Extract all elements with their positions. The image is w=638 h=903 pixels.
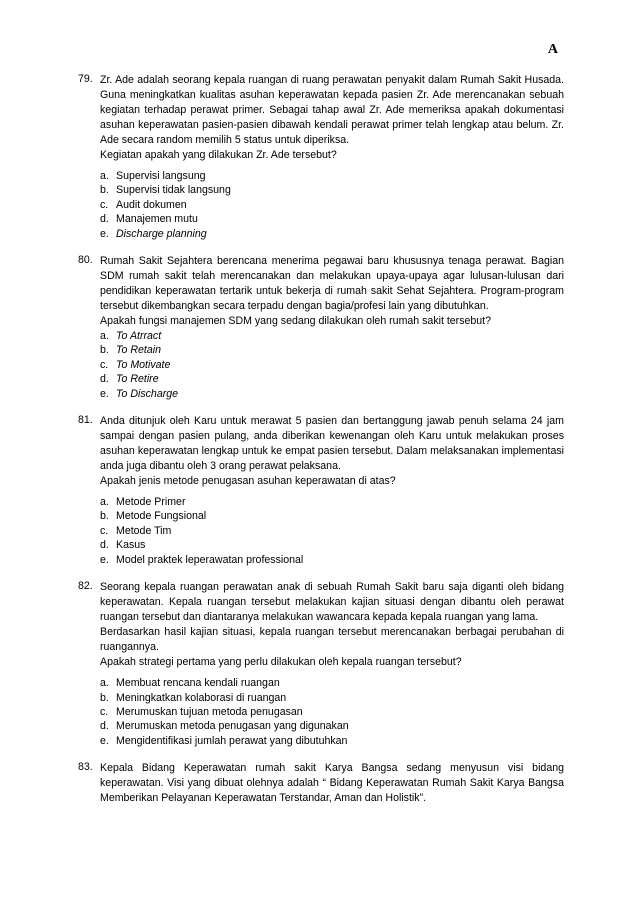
option-letter: d. bbox=[100, 720, 109, 733]
option-letter: b. bbox=[100, 344, 109, 357]
option-b bbox=[100, 343, 564, 357]
option-letter: d. bbox=[100, 213, 109, 226]
option-letter: b. bbox=[100, 184, 109, 197]
question-number: 83. bbox=[78, 761, 93, 774]
option-text: Supervisi langsung bbox=[116, 170, 206, 182]
stem-paragraph: Rumah Sakit Sejahtera berencana menerima pegawai baru khususnya tenaga perawat. Bagian SDM rumah sakit telah merencanakan dan melakukan upaya-upaya agar lulusan-lulusan dari pendidikan keperawatan tertarik untuk bekerja di rumah sakit Sehat Sejahtera. Program-program tersebut dikembangkan secara terpadu dengan bagia/profesi lain yang dibutuhkan. bbox=[100, 255, 564, 313]
question-stem bbox=[100, 580, 564, 655]
option-list bbox=[100, 329, 564, 401]
question-83 bbox=[78, 761, 564, 806]
stem-paragraph: Anda ditunjuk oleh Karu untuk merawat 5 pasien dan bertanggung jawab penuh selama 24 jam sampai dengan pasien pulang, anda diberikan kewenangan oleh Karu untuk melakukan proses asuhan keperawatan lengkap untuk ke empat pasien tersebut. Dalam melaksanakan implementasi anda juga dibantu oleh 3 orang perawat pelaksana. bbox=[100, 415, 564, 473]
option-e bbox=[100, 387, 564, 401]
option-c bbox=[100, 705, 564, 719]
option-text: Kasus bbox=[116, 539, 146, 552]
option-list bbox=[100, 676, 564, 748]
option-text: Model praktek leperawatan professional bbox=[116, 553, 304, 566]
question-prompt: Apakah fungsi manajemen SDM yang sedang dilakukan oleh rumah sakit tersebut? bbox=[100, 315, 492, 328]
option-a bbox=[100, 169, 564, 183]
option-text: To Atrract bbox=[116, 330, 162, 343]
question-prompt: Kegiatan apakah yang dilakukan Zr. Ade tersebut? bbox=[100, 149, 337, 161]
question-stem bbox=[100, 414, 564, 474]
question-stem bbox=[100, 254, 564, 314]
option-letter: e. bbox=[100, 734, 109, 747]
question-number: 82. bbox=[78, 580, 93, 593]
option-letter: c. bbox=[100, 358, 109, 371]
option-text: Metode Tim bbox=[116, 524, 172, 537]
option-text: To Discharge bbox=[116, 387, 179, 400]
option-letter: d. bbox=[100, 373, 109, 386]
question-stem bbox=[100, 761, 564, 806]
stem-paragraph: Berdasarkan hasil kajian situasi, kepala ruangan tersebut merencanakan berbagai perubahan di ruangannya. bbox=[100, 626, 564, 654]
option-letter: a. bbox=[100, 677, 109, 690]
option-letter: a. bbox=[100, 496, 109, 509]
option-text: Discharge planning bbox=[116, 227, 207, 240]
option-letter: a. bbox=[100, 330, 109, 343]
option-e bbox=[100, 227, 564, 241]
stem-paragraph: Zr. Ade adalah seorang kepala ruangan di ruang perawatan penyakit dalam Rumah Sakit Husada. Guna meningkatkan kualitas asuhan keperawatan kepada pasien Zr. Ade merencanakan sebuah kegiatan terhadap perawat primer. Sebagai tahap awal Zr. Ade memeriksa apakah dokumentasi asuhan keperawatan pasien-pasien dibawah kendali perawat primer telah lengkap atau belum. Zr. Ade secara random memilih 5 status untuk diperiksa. bbox=[100, 74, 564, 146]
question-82 bbox=[78, 580, 564, 748]
option-letter: a. bbox=[100, 170, 109, 182]
option-b bbox=[100, 183, 564, 197]
option-letter: e. bbox=[100, 227, 109, 240]
question-number: 80. bbox=[78, 254, 93, 267]
option-text: Mengidentifikasi jumlah perawat yang dibutuhkan bbox=[116, 734, 348, 747]
question-prompt: Apakah strategi pertama yang perlu dilakukan oleh kepala ruangan tersebut? bbox=[100, 656, 462, 669]
option-a bbox=[100, 495, 564, 509]
option-a bbox=[100, 329, 564, 343]
option-letter: d. bbox=[100, 539, 109, 552]
option-text: Supervisi tidak langsung bbox=[116, 184, 231, 197]
option-letter: c. bbox=[100, 198, 109, 211]
option-letter: c. bbox=[100, 524, 109, 537]
option-text: Audit dokumen bbox=[116, 198, 187, 211]
question-number: 79. bbox=[78, 73, 93, 85]
option-text: Metode Primer bbox=[116, 496, 186, 509]
question-list bbox=[78, 73, 564, 819]
option-text: Meningkatkan kolaborasi di ruangan bbox=[116, 691, 287, 704]
option-d bbox=[100, 212, 564, 226]
option-d bbox=[100, 719, 564, 733]
option-c bbox=[100, 358, 564, 372]
option-text: To Motivate bbox=[116, 358, 171, 371]
question-stem bbox=[100, 73, 564, 148]
option-text: To Retain bbox=[116, 344, 161, 357]
option-e bbox=[100, 734, 564, 748]
option-letter: e. bbox=[100, 553, 109, 566]
option-list bbox=[100, 495, 564, 567]
option-c bbox=[100, 198, 564, 212]
option-text: Metode Fungsional bbox=[116, 510, 207, 523]
stem-paragraph: Seorang kepala ruangan perawatan anak di sebuah Rumah Sakit baru saja diganti oleh bidang keperawatan. Kepala ruangan tersebut melakukan kajian situasi dengan dibantu oleh perawat ruangan tersebut dan diantaranya melakukan wawancara kepada kepala ruangan yang lama. bbox=[100, 581, 564, 624]
option-c bbox=[100, 524, 564, 538]
option-d bbox=[100, 372, 564, 386]
option-text: Merumuskan tujuan metoda penugasan bbox=[116, 705, 303, 718]
question-number: 81. bbox=[78, 414, 93, 427]
question-81 bbox=[78, 414, 564, 567]
option-b bbox=[100, 691, 564, 705]
exam-version-label: A bbox=[547, 42, 558, 57]
question-79 bbox=[78, 73, 564, 241]
option-letter: c. bbox=[100, 705, 109, 718]
option-letter: e. bbox=[100, 387, 109, 400]
question-prompt: Apakah jenis metode penugasan asuhan keperawatan di atas? bbox=[100, 475, 396, 488]
option-letter: b. bbox=[100, 510, 109, 523]
option-text: Merumuskan metoda penugasan yang digunakan bbox=[116, 720, 349, 733]
option-text: Membuat rencana kendali ruangan bbox=[116, 677, 280, 690]
option-e bbox=[100, 553, 564, 567]
option-text: Manajemen mutu bbox=[116, 213, 198, 226]
option-list bbox=[100, 169, 564, 241]
option-letter: b. bbox=[100, 691, 109, 704]
option-text: To Retire bbox=[116, 373, 159, 386]
stem-paragraph: Kepala Bidang Keperawatan rumah sakit Karya Bangsa sedang menyusun visi bidang keperawatan. Visi yang dibuat olehnya adalah “ Bidang Keperawatan Rumah Sakit Karya Bangsa Memberikan Pelayanan Keperawatan Terstandar, Aman dan Holistik”. bbox=[100, 762, 564, 805]
question-80 bbox=[78, 254, 564, 401]
option-d bbox=[100, 538, 564, 552]
option-a bbox=[100, 676, 564, 690]
option-b bbox=[100, 509, 564, 523]
